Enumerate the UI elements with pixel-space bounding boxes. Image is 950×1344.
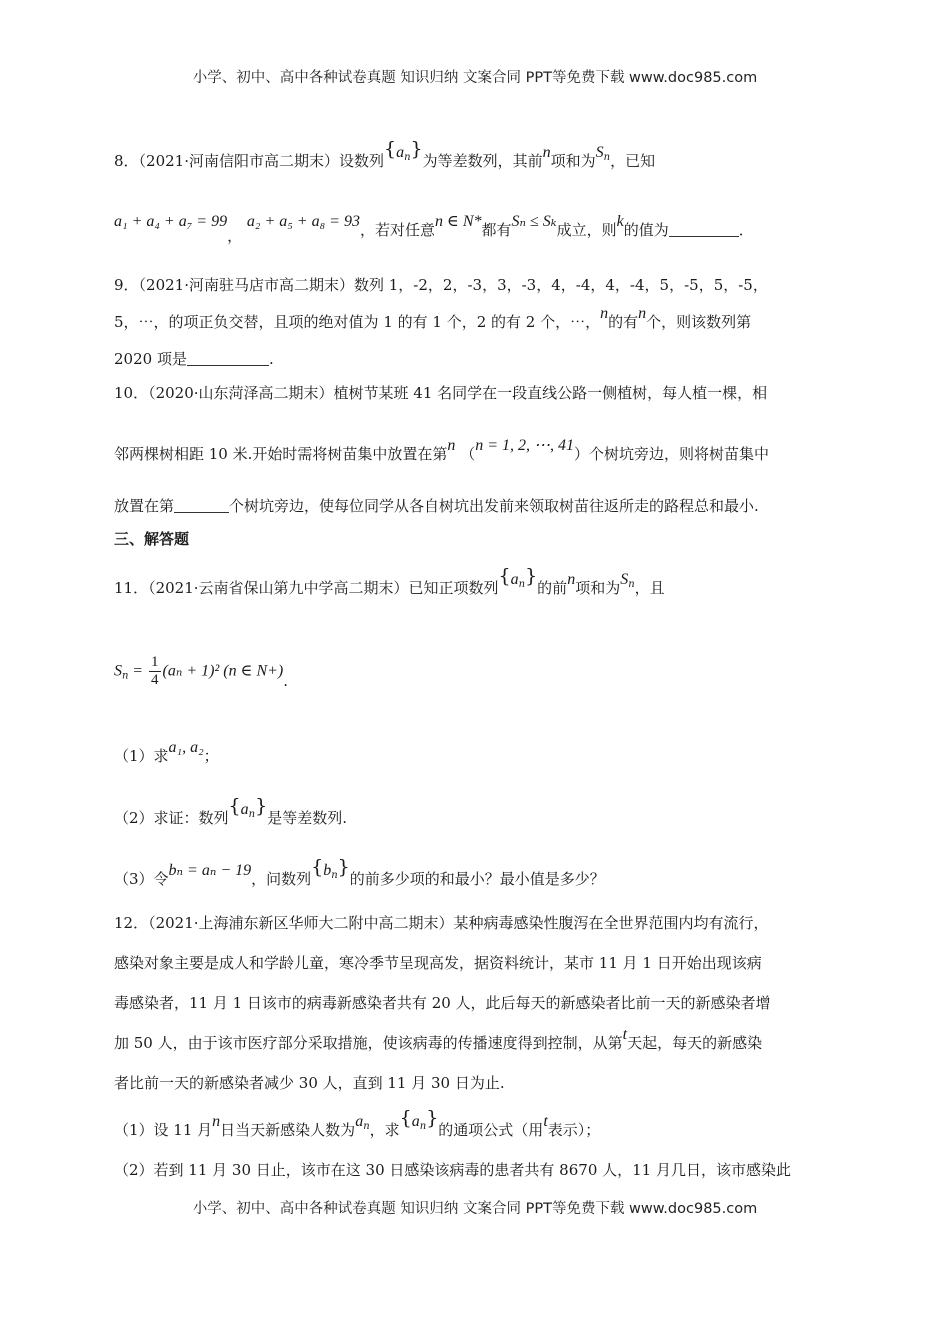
q12-line2: 感染对象主要是成人和学龄儿童，寒冷季节呈现高发，据资料统计，某市 11 月 1 日开始出现该病	[114, 954, 762, 972]
q8-line1: 8．（2021·河南信阳市高二期末）设数列$\{a_n\}$为等差数列，其前n项和为$S_n$，已知	[114, 138, 656, 170]
q12-line4: 加 50 人，由于该市医疗部分采取措施，使该病毒的传播速度得到控制，从第t天起，每天的新感染	[114, 1026, 763, 1052]
q9-line1: 9．（2021·河南驻马店市高二期末）数列 1，-2，2，-3，3，-3，4，-4，4，-4，5，-5，5，-5，	[114, 276, 768, 294]
answer-blank	[174, 498, 229, 513]
q12-line5: 者比前一天的新感染者减少 30 人，直到 11 月 30 日为止.	[114, 1074, 505, 1092]
q10-line2: 邻两棵树相距 10 米.开始时需将树苗集中放置在第n （n = 1, 2, ⋯, 41）个树坑旁边，则将树苗集中	[114, 437, 770, 463]
q11-formula: $S_n$ = $\frac{1}{4}$ (aₙ + 1)² (n ∈ N+).	[114, 654, 289, 690]
q10-line1: 10．（2020·山东菏泽高二期末）植树节某班 41 名同学在一段直线公路一侧植树，每人植一棵，相	[114, 384, 768, 402]
q11-part3: （3）令bₙ = aₙ − 19，问数列$\{b_n\}$的前多少项的和最小？最小值是多少？	[114, 856, 605, 888]
q12-part2: （2）若到 11 月 30 日止，该市在这 30 日感染该病毒的患者共有 8670 人，11 月几日，该市感染此	[114, 1161, 791, 1179]
q12-part1: （1）设 11 月n日当天新感染人数为$a_n$，求$\{a_n\}$的通项公式（用t表示）；	[114, 1107, 601, 1139]
q11-line1: 11．（2021·云南省保山第九中学高二期末）已知正项数列$\{a_n\}$的前n项和为$S_n$，且	[114, 565, 665, 597]
section-heading: 三、解答题	[114, 530, 190, 548]
condition-n: n ∈ N*	[434, 213, 482, 230]
q11-part2: （2）求证：数列$\{a_n\}$是等差数列.	[114, 795, 347, 827]
q12-line1: 12．（2021·上海浦东新区华师大二附中高二期末）某种病毒感染性腹泻在全世界范围内均有流行，	[114, 914, 769, 932]
q11-part1: （1）求a₁, a₂；	[114, 739, 219, 765]
q9-line2: 5，⋯，的项正负交替，且项的绝对值为 1 的有 1 个，2 的有 2 个，⋯，n的有n个，则该数列第	[114, 305, 752, 331]
seq-a-notation: $\{a_n\}$	[384, 138, 423, 163]
inequality: Sₙ ≤ Sₖ	[511, 213, 557, 230]
equation-2: a₂ + a₅ + a₈ = 93	[246, 213, 360, 230]
equation-1: a₁ + a₄ + a₇ = 99	[114, 213, 228, 230]
q10-line3: 放置在第 个树坑旁边，使每位同学从各自树坑出发前来领取树苗往返所走的路程总和最小.	[114, 497, 759, 515]
q8-line2: a₁ + a₄ + a₇ = 99， a₂ + a₅ + a₈ = 93，若对任意n ∈ N*都有Sₙ ≤ Sₖ成立，则k的值为 ．	[114, 213, 754, 245]
header-banner: 小学、初中、高中各种试卷真题 知识归纳 文案合同 PPT等免费下载 www.doc985.com	[192, 70, 758, 86]
footer-banner: 小学、初中、高中各种试卷真题 知识归纳 文案合同 PPT等免费下载 www.doc985.com	[192, 1201, 758, 1217]
q9-line3: 2020 项是 .	[114, 350, 274, 368]
sum-s-notation: $S_n$	[595, 144, 611, 163]
answer-blank	[187, 351, 269, 366]
fraction-one-quarter: $\frac{1}{4}$	[151, 654, 159, 688]
answer-blank	[669, 222, 739, 237]
q12-line3: 毒感染者，11 月 1 日该市的病毒新感染者共有 20 人，此后每天的新感染者比前一天的新感染者增	[114, 994, 771, 1012]
